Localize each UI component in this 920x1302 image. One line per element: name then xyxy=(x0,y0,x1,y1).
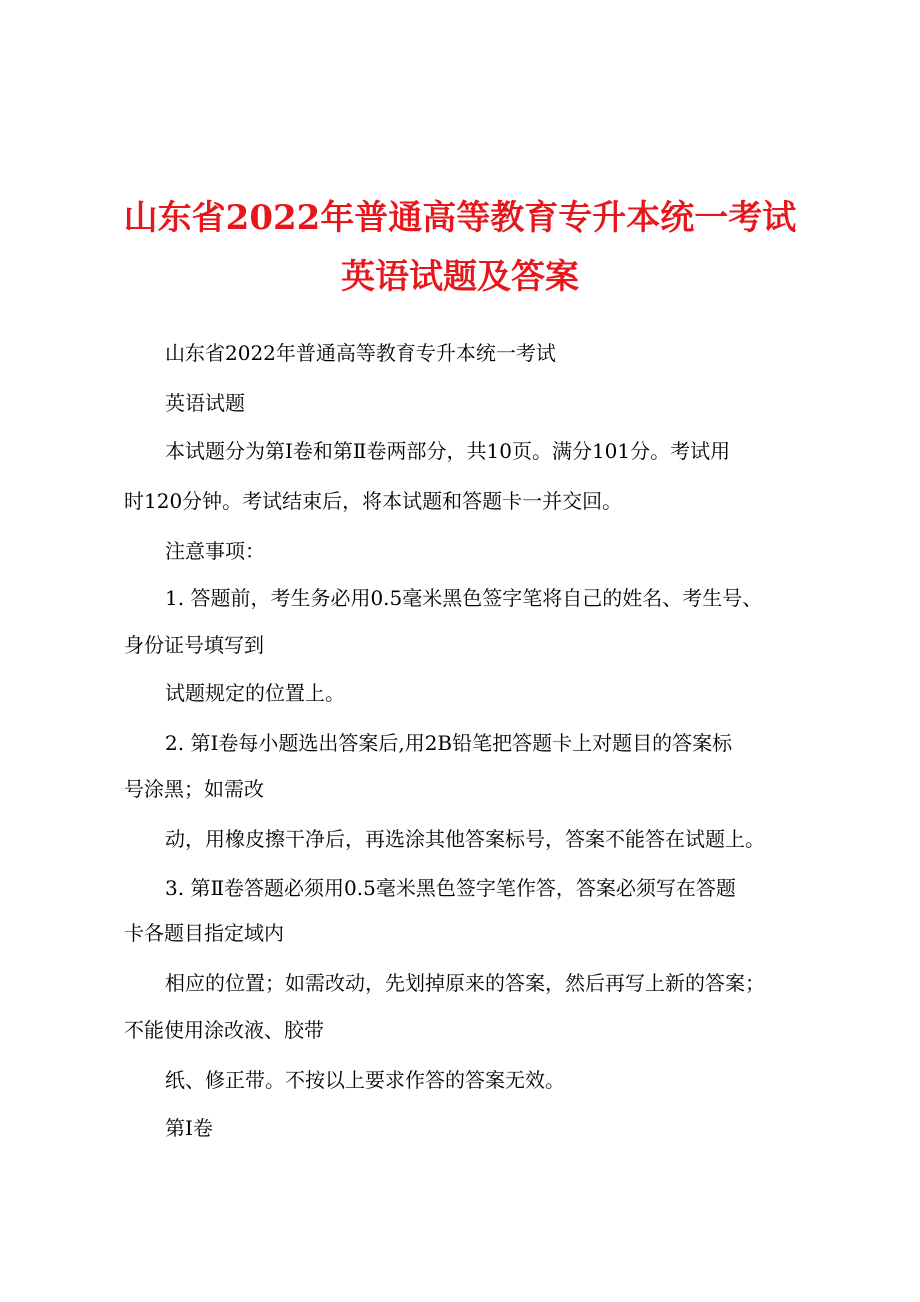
notice-3-line-4: 不能使用涂改液、胶带 xyxy=(124,1018,324,1042)
notice-2-line-3: 动，用橡皮擦干净后，再选涂其他答案标号，答案不能答在试题上。 xyxy=(165,827,765,851)
notice-heading: 注意事项： xyxy=(165,539,265,563)
document-title-line-1: 山东省2022年普通高等教育专升本统一考试 xyxy=(123,198,797,238)
exam-name-line: 山东省2022年普通高等教育专升本统一考试 xyxy=(165,341,556,365)
notice-2-line-1: 2. 第Ⅰ卷每小题选出答案后,用2B铅笔把答题卡上对题目的答案标 xyxy=(165,731,733,755)
section-heading: 第Ⅰ卷 xyxy=(165,1116,213,1140)
intro-line-1: 本试题分为第Ⅰ卷和第Ⅱ卷两部分，共10页。满分101分。考试用 xyxy=(165,439,731,463)
notice-3-line-3: 相应的位置；如需改动，先划掉原来的答案，然后再写上新的答案； xyxy=(165,971,765,995)
notice-1-line-2: 身份证号填写到 xyxy=(124,633,264,657)
notice-3-line-1: 3. 第Ⅱ卷答题必须用0.5毫米黑色签字笔作答，答案必须写在答题 xyxy=(165,876,736,900)
document-title-line-2: 英语试题及答案 xyxy=(341,257,579,297)
subject-line: 英语试题 xyxy=(165,391,245,415)
intro-line-2: 时120分钟。考试结束后，将本试题和答题卡一并交回。 xyxy=(124,489,623,513)
notice-3-line-5: 纸、修正带。不按以上要求作答的答案无效。 xyxy=(165,1068,565,1092)
notice-3-line-2: 卡各题目指定域内 xyxy=(124,921,284,945)
notice-1-line-1: 1. 答题前，考生务必用0.5毫米黑色签字笔将自己的姓名、考生号、 xyxy=(165,586,763,610)
notice-2-line-2: 号涂黑；如需改 xyxy=(124,777,264,801)
notice-1-line-3: 试题规定的位置上。 xyxy=(165,681,345,705)
